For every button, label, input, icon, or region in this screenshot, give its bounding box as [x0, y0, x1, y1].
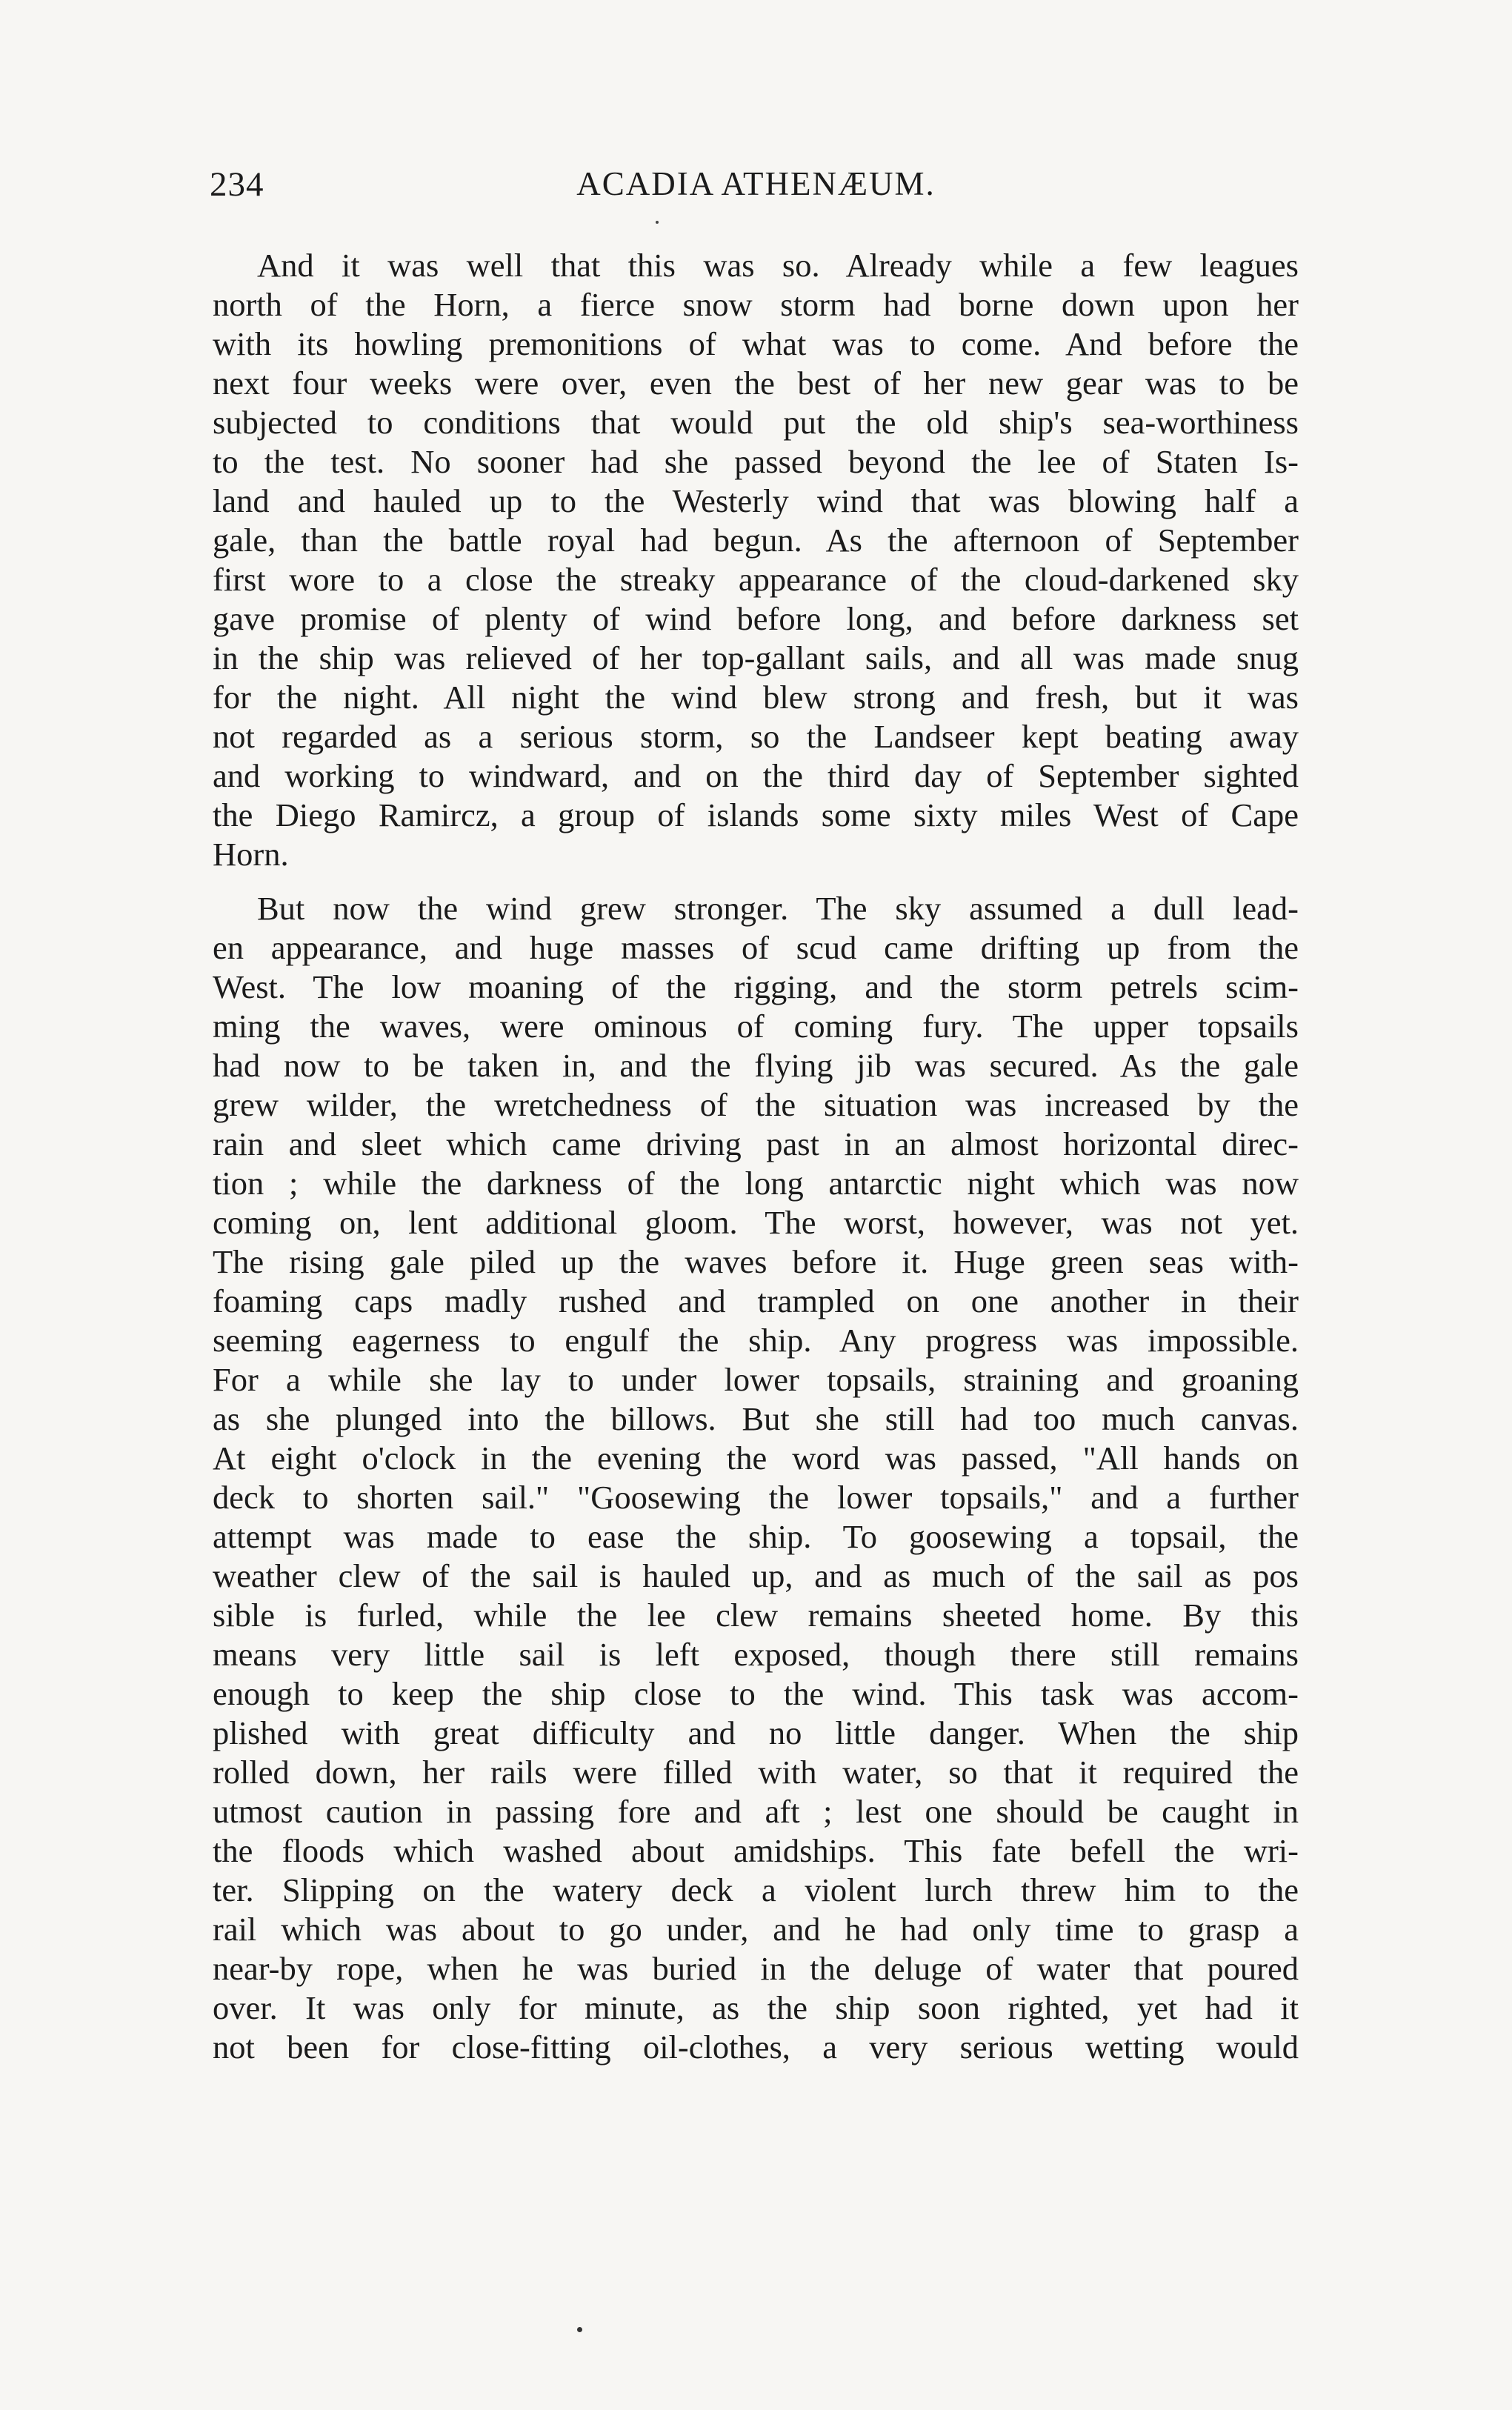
text-line: north of the Horn, a fierce snow storm had borne down upon her [213, 286, 1299, 323]
text-line: The rising gale piled up the waves before it. Huge green seas with- [213, 1243, 1299, 1280]
text-line: rolled down, her rails were filled with water, so that it required the [213, 1754, 1299, 1791]
text-line: rail which was about to go under, and he had only time to grasp a [213, 1911, 1299, 1948]
text-line: first wore to a close the streaky appearance of the cloud-darkened sky [213, 561, 1299, 598]
text-line: had now to be taken in, and the flying jib was secured. As the gale [213, 1047, 1299, 1084]
text-line: coming on, lent additional gloom. The worst, however, was not yet. [213, 1204, 1299, 1241]
paragraph-1 [213, 246, 1299, 874]
text-line: the floods which washed about amidships. This fate befell the wri- [213, 1832, 1299, 1869]
text-line: land and hauled up to the Westerly wind that was blowing half a [213, 482, 1299, 519]
running-title: ACADIA ATHENÆUM. [576, 165, 936, 202]
text-line: tion ; while the darkness of the long antarctic night which was now [213, 1165, 1299, 1202]
text-line: gave promise of plenty of wind before long, and before darkness set [213, 600, 1299, 637]
text-line: But now the wind grew stronger. The sky assumed a dull lead- [257, 890, 1299, 927]
text-line: ming the waves, were ominous of coming fury. The upper topsails [213, 1008, 1299, 1045]
text-line: rain and sleet which came driving past in an almost horizontal direc- [213, 1125, 1299, 1162]
text-line: with its howling premonitions of what was to come. And before the [213, 325, 1299, 362]
text-line: over. It was only for minute, as the ship soon righted, yet had it [213, 1989, 1299, 2026]
text-line: utmost caution in passing fore and aft ; lest one should be caught in [213, 1793, 1299, 1830]
text-line: weather clew of the sail is hauled up, and as much of the sail as pos [213, 1557, 1299, 1594]
text-line: ter. Slipping on the watery deck a violent lurch threw him to the [213, 1871, 1299, 1908]
print-mark [656, 221, 659, 224]
article-body [213, 246, 1299, 2067]
text-line: subjected to conditions that would put the old ship's sea-worthiness [213, 404, 1299, 441]
text-line: gale, than the battle royal had begun. As the afternoon of September [213, 522, 1299, 559]
text-line: Horn. [213, 836, 289, 873]
print-mark [577, 2327, 582, 2332]
text-line: en appearance, and huge masses of scud came drifting up from the [213, 929, 1299, 966]
text-line: for the night. All night the wind blew strong and fresh, but it was [213, 679, 1299, 716]
text-line: For a while she lay to under lower topsails, straining and groaning [213, 1361, 1299, 1398]
page-number: 234 [210, 165, 264, 204]
text-line: West. The low moaning of the rigging, and the storm petrels scim- [213, 968, 1299, 1005]
text-line: the Diego Ramircz, a group of islands some sixty miles West of Cape [213, 796, 1299, 833]
text-line: in the ship was relieved of her top-gallant sails, and all was made snug [213, 639, 1299, 676]
text-line: sible is furled, while the lee clew remains sheeted home. By this [213, 1597, 1299, 1634]
text-line: plished with great difficulty and no little danger. When the ship [213, 1714, 1299, 1751]
text-line: grew wilder, the wretchedness of the situation was increased by the [213, 1086, 1299, 1123]
text-line: enough to keep the ship close to the wind. This task was accom- [213, 1675, 1299, 1712]
text-line: not been for close-fitting oil-clothes, a very serious wetting would [213, 2028, 1299, 2066]
text-line: as she plunged into the billows. But she still had too much canvas. [213, 1400, 1299, 1437]
text-line: seeming eagerness to engulf the ship. Any progress was impossible. [213, 1322, 1299, 1359]
text-line: near-by rope, when he was buried in the deluge of water that poured [213, 1950, 1299, 1987]
text-line: And it was well that this was so. Already while a few leagues [257, 247, 1299, 284]
text-line: deck to shorten sail." "Goosewing the lower topsails," and a further [213, 1479, 1299, 1516]
text-line: to the test. No sooner had she passed beyond the lee of Staten Is- [213, 443, 1299, 480]
text-line: means very little sail is left exposed, though there still remains [213, 1636, 1299, 1673]
text-line: not regarded as a serious storm, so the Landseer kept beating away [213, 718, 1299, 755]
text-line: At eight o'clock in the evening the word was passed, "All hands on [213, 1439, 1299, 1477]
text-line: and working to windward, and on the third day of September sighted [213, 757, 1299, 794]
paragraph-2 [213, 889, 1299, 2067]
text-line: attempt was made to ease the ship. To goosewing a topsail, the [213, 1518, 1299, 1555]
text-line: foaming caps madly rushed and trampled on one another in their [213, 1282, 1299, 1319]
text-line: next four weeks were over, even the best of her new gear was to be [213, 365, 1299, 402]
